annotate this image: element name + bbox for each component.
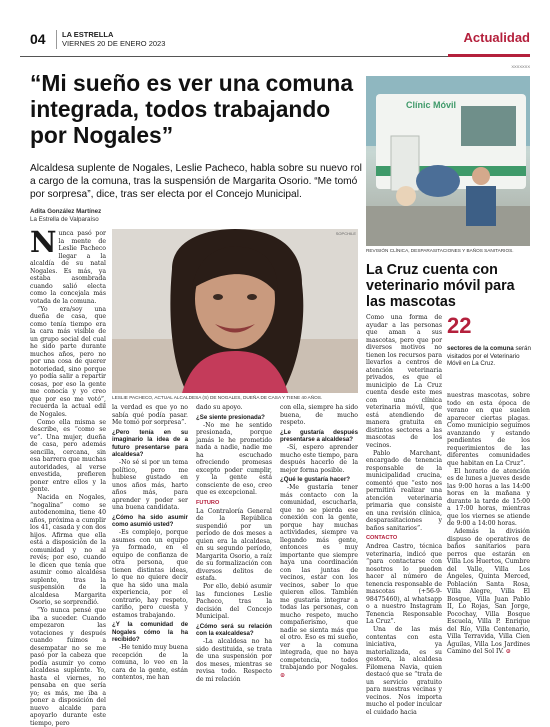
article-column-2	[112, 404, 188, 682]
question: ¿Cómo será su relación con la exalcaldesa?	[196, 622, 272, 637]
author-outlet: La Estrella de Valparaíso	[30, 215, 99, 223]
mobile-clinic-photo	[366, 76, 530, 246]
body-paragraph: Como ella misma se describe, es “como se ve”. Una mujer, dueña de casa, pero además sencilla, cercana, sin esa barrera que muchas autoridades, al verse envestida, prefieren poner entre ellos y la gente.	[30, 418, 106, 493]
article-column-1	[30, 225, 106, 727]
subsection-tag: CONTACTO	[366, 535, 398, 541]
side-headline: La Cruz cuenta con veterinario móvil para las mascotas	[366, 262, 515, 310]
body-paragraph: El horario de atención es de lunes a jueves desde las 9:00 horas a las 14:00 horas en la mañana y durante la tarde de 15:00 a 17:00 horas, mientras que los viernes se atiende de 9:00 a 14:00 horas.	[447, 467, 530, 527]
end-mark-icon: ⊙	[280, 671, 286, 679]
vehicle-sign: Clínic Móvil	[406, 100, 457, 110]
question: ¿Le gustaría después presentarse a alcaldesa?	[280, 428, 358, 443]
body-paragraph: unca pasó por la mente de Leslie Pacheco llegar a la alcaldía de su natal Nogales. Es más, ya estaba asombrada cuando salió electa como la concejala más votada de la comuna.	[30, 230, 106, 305]
end-mark-icon: ⊙	[505, 648, 511, 655]
body-paragraph: Como una forma de ayudar a las personas que aman a sus mascotas, pero que por diversos motivos no tienen los recursos para llevarlos a centros de atención veterinaria privados, es que el municipio de La Cruz cuenta desde este mes con una clínica veterinaria móvil, que está atendiendo de manera gratuita en distintos sectores a las mascotas de los vecinos.	[366, 314, 442, 449]
mobile-clinic-illustration	[366, 76, 530, 246]
article-column-3	[196, 404, 272, 682]
section-name: Actualidad	[463, 30, 530, 45]
answer-text: -Me gustaría tener más contacto con la comunidad, escucharla, que no se pierda ese conexión con la gente, porque hay muchas actividades, siempre va llegando más gente, entonces es muy importante que siempre haya una coordinación con las juntas de vecinos, estar con los vecinos, saber lo que quieren ellos. También me gustaría integrar a todas las personas, con mucho respeto, mucho compañerismo, que nadie se sienta más que el otro. Eso es mi sueño, ver a la comuna integrada, que no haya competencia, todos trabajando por Nogales.	[280, 484, 358, 671]
stat-rest: serán visitados por el Veterinario Móvil en La Cruz.	[447, 345, 531, 368]
body-paragraph: Andrea Castro, técnica veterinaria, indicó que “para contactarse con nosotros lo pueden hacer al número de tenencia responsable de mascotas (+56-9-98475460), al whatsapp o a nuestro Instagram Tenencia Responsable La Cruz”.	[366, 543, 442, 625]
header-divider	[56, 30, 57, 49]
side-photo-caption: REVISIÓN CLÍNICA, DESPARASITACIONES Y BAÑOS SANITARIOS.	[366, 248, 514, 253]
portrait-photo	[112, 229, 358, 393]
body-paragraph: “Yo nunca pensé que iba a suceder. Cuando empezaron las votaciones y después cuando fuimos a desempatar no se me pasó por la cabeza que podía asumir yo como alcaldesa suplente. Yo, hasta el viernes, no pensaba en que sería yo; es más, me iba a poner a disposición del nuevo alcalde para apoyarlo durante este tiempo, pero	[30, 607, 106, 727]
stat-bold: sectores de la comuna	[447, 345, 514, 352]
page-header	[0, 0, 550, 56]
byline	[30, 208, 101, 223]
side-column-1	[366, 314, 442, 716]
question: ¿Cómo ha sido asumir como asumió usted?	[112, 513, 188, 528]
author-name: Adita González Martínez	[30, 208, 102, 215]
answer: -No me he sentido presionada, porque jamás le he prometido nada a nadie, nadie me ha escuchado ofreciendo promesas excepto poder cumplir, y la gente está consciente de eso, creo que es excepcional.	[196, 421, 272, 496]
article-column-4	[280, 404, 358, 682]
body-paragraph: La Contraloría General de la República suspendió por un período de dos meses a quien era la alcaldesa, en su segundo período, Margarita Osorio, a raíz de su formalización con diversos delitos de estafa.	[196, 507, 272, 582]
photo-caption: LESLIE PACHECO, ACTUAL ALCALDESA (S) DE NOGALES, DUEÑA DE CASA Y TIENE 40 AÑOS.	[112, 395, 323, 400]
body-paragraph: Pablo Marchant, encargado de tenencia responsable de la municipalidad crucina, comentó que “esto nos permitirá realizar una atención veterinaria primaria que consiste en una revisión clínica, desparasitaciones y baños sanitarios”.	[366, 449, 442, 532]
section-accent-bar	[448, 54, 530, 57]
body-paragraph: la verdad es que yo no sabía qué podía pasar. Me tomó por sorpresa”.	[112, 404, 188, 426]
publication-name: LA ESTRELLA	[62, 30, 114, 39]
answer	[280, 484, 358, 679]
lede: Alcaldesa suplente de Nogales, Leslie Pacheco, habla sobre su nuevo rol a cargo de la comuna, tras la suspensión de Margarita Osorio. “Me tomó por sorpresa”, dice, tras ser electa por el Concejo Municipal.	[30, 163, 362, 200]
portrait-illustration	[112, 229, 358, 393]
body-paragraph: Por ello, debió asumir las funciones Leslie Pacheco, tras la decisión del Concejo Municipal.	[196, 583, 272, 620]
stat-number: 22	[447, 313, 472, 338]
body-paragraph: Una de las más contentas con esta iniciativa, ya materializada, es su gestora, la alcaldesa Filomena Navia, quien destacó que se “trata de un servicio gratuito para nuestras vecinas y vecinos. Nos importa mucho el poder inculcar el cuidado hacia	[366, 626, 442, 716]
publication-date: VIERNES 20 DE ENERO 2023	[62, 39, 166, 48]
body-paragraph	[447, 528, 530, 656]
body-text: Además la división dispuso de operativos de baños sanitarios para perros que estarán en Villa Los Huertos, Cumbre del Valle, Villa Los Ángeles, Quinta Merced, Población Santa Rosa, Villa Alegre, Villa El Bosque, Villa Juan Pablo II, Lo Rojas, San Jorge, Pocochay, Villa Bosque Escuela, Villa P. Enrique del Río, Villa Centenario, Villa Terravida, Villa Cien Águilas, Villa Los Jardines Camino del Sol IV.	[447, 528, 530, 655]
question: ¿Y la comunidad de Nogales cómo la ha recibido?	[112, 621, 188, 643]
side-story-tag: XXXXXXX	[511, 64, 530, 69]
question: ¿Pero tenía en su imaginario la idea de a futuro presentarse para alcaldesa?	[112, 428, 188, 458]
question: ¿Qué le gustaría hacer?	[280, 476, 350, 483]
body-paragraph: “Yo era/soy una dueña de casa, que como tenía tiempo era la cara más visible de un grupo social del cual he sido parte durante muchos años, pero no por una cosa de querer notoriedad, sino porque yo podía salir a repartir cosas, por eso la gente me conocía y yo creo que por eso me votó”, recuerda la actual edil de Nogales.	[30, 305, 106, 418]
drop-cap: N	[30, 225, 57, 259]
page-number: 04	[30, 31, 46, 47]
answer: -He tenido muy buena recepción de la comuna, lo veo en la cara de la gente, están contentos, me han	[112, 644, 188, 681]
body-paragraph: dado su apoyo.	[196, 404, 243, 411]
answer: -Es complejo, porque asumes con un equipo ya formado, en el equipo de confianza de otra persona, que tienen distintas ideas, lo que no quiere decir que ha sido una mala experiencia, por el contrario, hay respeto, cariño, pero cuesta y estamos trabajando.	[112, 529, 188, 619]
body-paragraph: nuestras mascotas, sobre todo en esta época de verano en que suelen aparecer ciertas plagas. Como municipio seguimos avanzando y estando pendientes de los requerimientos de las diferentes comunidades que habitan en La Cruz”.	[447, 392, 530, 467]
question: ¿Se siente presionada?	[196, 413, 265, 421]
publication-info	[62, 30, 165, 48]
side-column-2	[447, 392, 530, 684]
answer: -Sí, espero aprender mucho este tiempo, para después hacerlo de la mejor forma posible.	[280, 444, 358, 474]
answer: -No sé si por un tema político, pero me hubiese gustado en unos años más, harto años más, para aprender y poder ser una buena candidata.	[112, 459, 188, 511]
subsection-tag: FUTURO	[196, 499, 220, 506]
answer: -La alcaldesa no ha sido destituida, se trata de una suspensión por dos meses, mientras se revisa todo. Respecto de mi relación	[196, 638, 272, 683]
body-paragraph: con ella, siempre ha sido buena, de mucho respeto.	[280, 404, 358, 426]
stat-description	[447, 345, 531, 368]
photo-credit: SOPCHILE	[335, 231, 356, 236]
body-paragraph: Nacida en Nogales, “nogalina” como se autodenomina, tiene 40 años, próxima a cumplir los 41, casada y con dos hijos. Afirma que ella está a disposición de la comunidad y no al revés; por eso, cuando le dicen que tenía que asumir como alcaldesa suplente, tras la suspensión de la alcaldesa Margarita Osorio, se sorprendió.	[30, 494, 106, 606]
headline: “Mi sueño es ver una comuna integrada, todos trabajando por Nogales”	[30, 70, 354, 148]
